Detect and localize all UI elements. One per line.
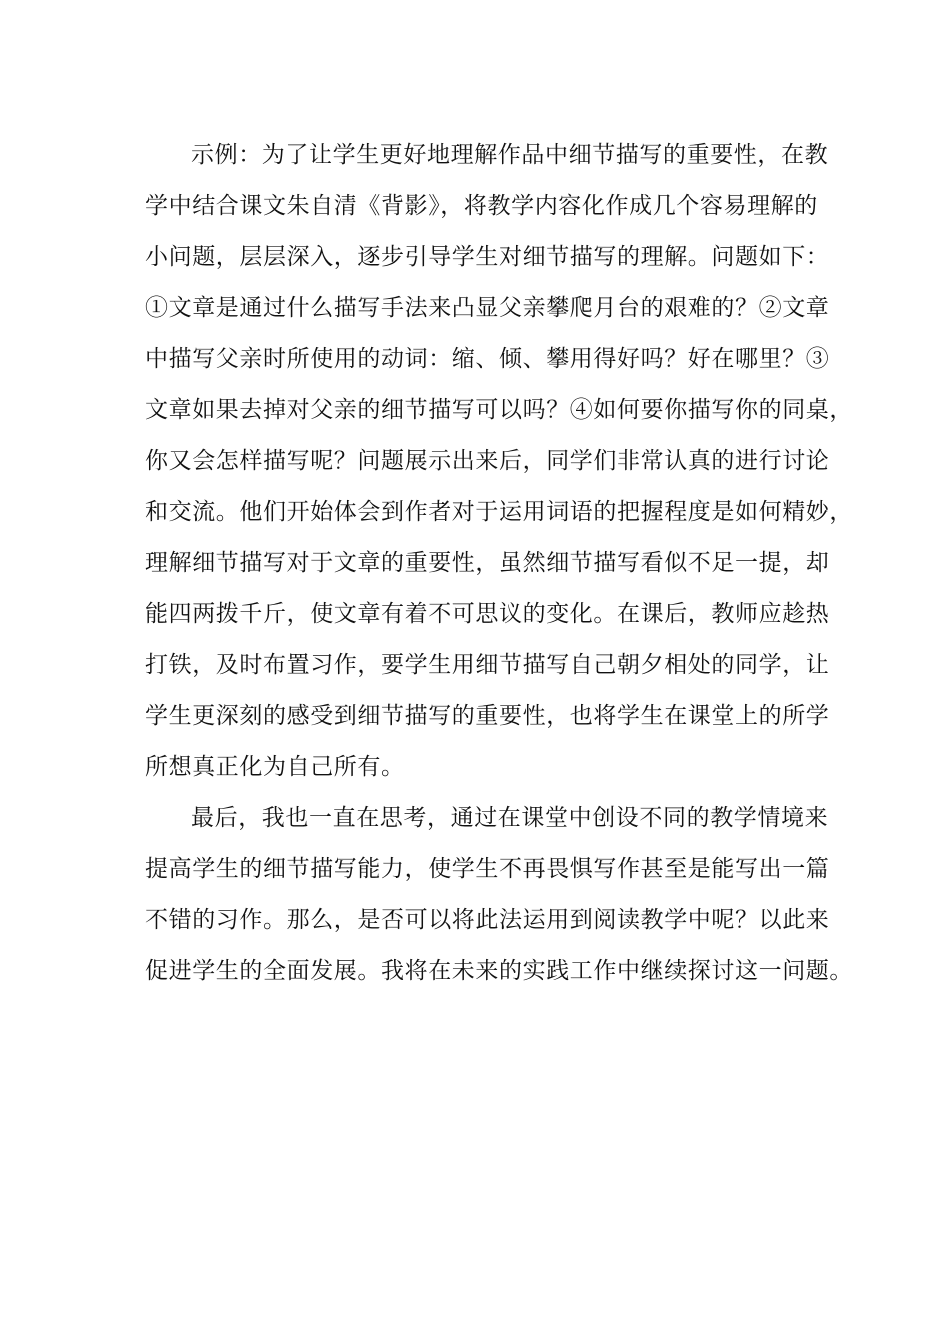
paragraph-example [145, 130, 853, 793]
text-line: 示例：为了让学生更好地理解作品中细节描写的重要性，在教 [191, 142, 829, 168]
text-line: 最后，我也一直在思考，通过在课堂中创设不同的教学情境来 [191, 805, 829, 831]
text-line: ①文章是通过什么描写手法来凸显父亲攀爬月台的艰难的？②文章 [145, 295, 830, 321]
text-line: 所想真正化为自己所有。 [145, 754, 405, 780]
text-line: 打铁，及时布置习作，要学生用细节描写自己朝夕相处的同学，让 [145, 652, 830, 678]
text-line: 文章如果去掉对父亲的细节描写可以吗？④如何要你描写你的同桌， [145, 397, 853, 423]
paragraph-conclusion [145, 793, 853, 997]
text-line: 学中结合课文朱自清《背影》，将教学内容化作成几个容易理解的 [145, 193, 818, 219]
text-line: 学生更深刻的感受到细节描写的重要性，也将学生在课堂上的所学 [145, 703, 830, 729]
text-line: 中描写父亲时所使用的动词：缩、倾、攀用得好吗？好在哪里？③ [145, 346, 830, 372]
text-line: 促进学生的全面发展。我将在未来的实践工作中继续探讨这一问题。 [145, 958, 853, 984]
text-line: 能四两拨千斤，使文章有着不可思议的变化。在课后，教师应趁热 [145, 601, 830, 627]
text-line: 和交流。他们开始体会到作者对于运用词语的把握程度是如何精妙， [145, 499, 853, 525]
text-line: 提高学生的细节描写能力，使学生不再畏惧写作甚至是能写出一篇 [145, 856, 830, 882]
text-line: 理解细节描写对于文章的重要性，虽然细节描写看似不足一提，却 [145, 550, 830, 576]
text-line: 小问题，层层深入，逐步引导学生对细节描写的理解。问题如下： [145, 244, 830, 270]
document-body [145, 130, 853, 997]
text-line: 你又会怎样描写呢？问题展示出来后，同学们非常认真的进行讨论 [145, 448, 830, 474]
text-line: 不错的习作。那么，是否可以将此法运用到阅读教学中呢？以此来 [145, 907, 830, 933]
